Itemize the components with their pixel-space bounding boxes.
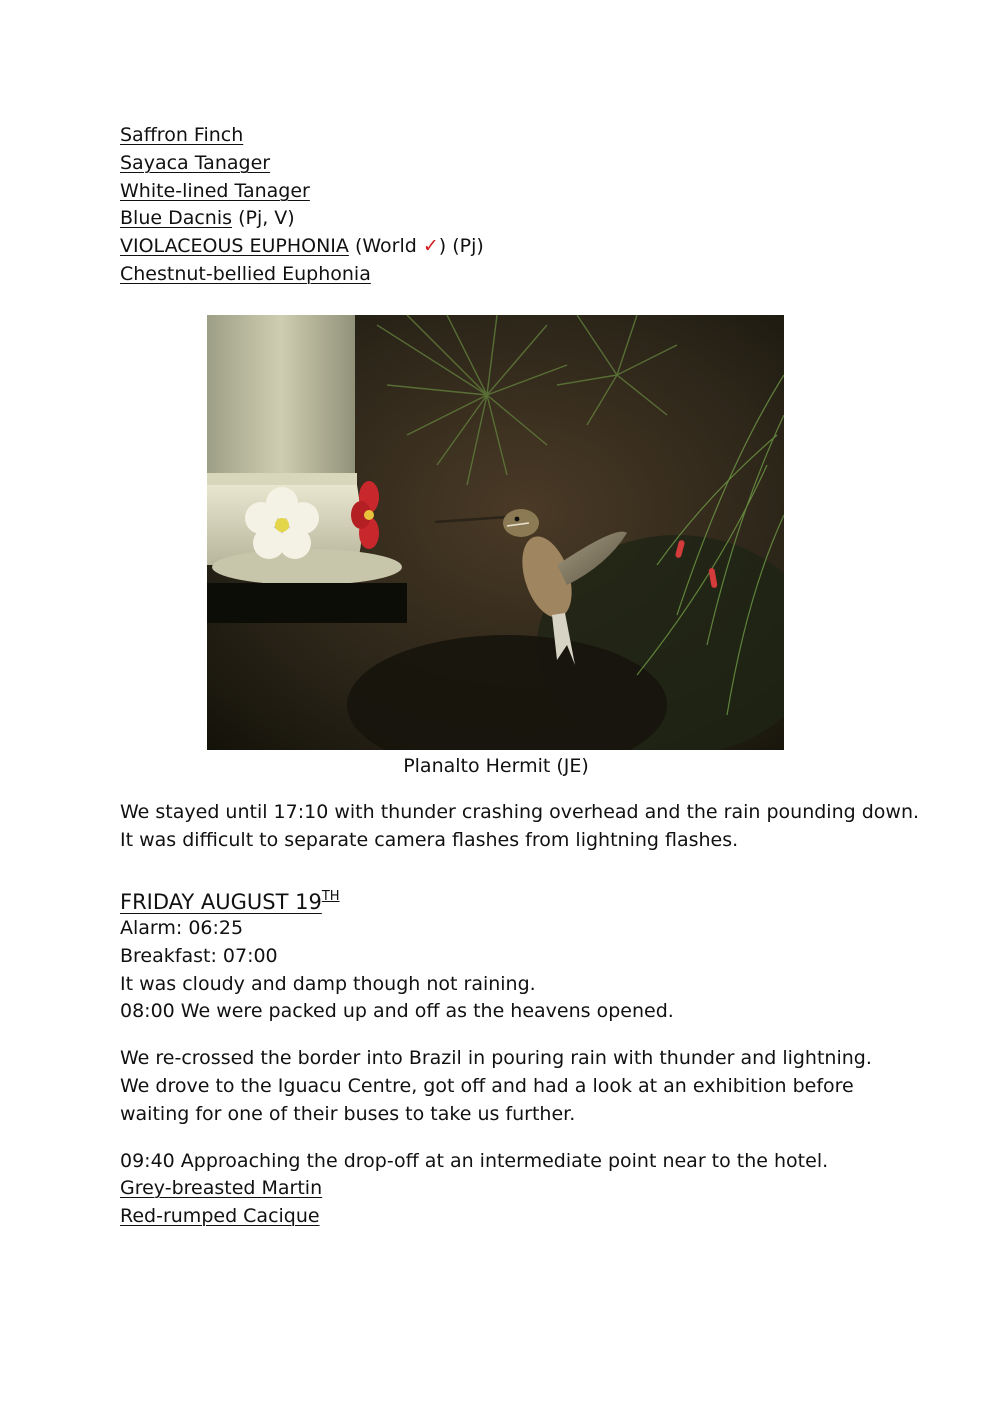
check-mark-icon: ✓ (422, 235, 439, 257)
day-heading (120, 882, 340, 917)
paragraph-line: It was difficult to separate camera flashes from lightning flashes. (120, 829, 739, 851)
paragraph-line: 09:40 Approaching the drop-off at an intermediate point near to the hotel. (120, 1150, 829, 1172)
day-heading-text: FRIDAY AUGUST 19 (120, 890, 322, 914)
schedule-line: Breakfast: 07:00 (120, 945, 278, 967)
species-name: White-lined Tanager (120, 180, 310, 202)
hummingbird-photo (207, 315, 784, 750)
species-name: Grey-breasted Martin (120, 1177, 323, 1199)
species-note: (World (348, 235, 423, 257)
species-item (120, 1174, 322, 1202)
species-item (120, 1202, 320, 1230)
species-name: Blue Dacnis (120, 207, 233, 229)
schedule-line: 08:00 We were packed up and off as the heavens opened. (120, 1000, 674, 1022)
species-item (120, 204, 295, 232)
day-heading-suffix: TH (321, 889, 340, 904)
species-item (120, 260, 371, 288)
paragraph-line: We drove to the Iguacu Centre, got off and had a look at an exhibition before (120, 1075, 854, 1097)
species-name: Chestnut-bellied Euphonia (120, 263, 371, 285)
species-name: Red-rumped Cacique (120, 1205, 320, 1227)
paragraph-line: We re-crossed the border into Brazil in pouring rain with thunder and lightning. (120, 1047, 872, 1069)
species-item (120, 149, 270, 177)
species-note: ) (Pj) (438, 235, 484, 257)
paragraph-line: waiting for one of their buses to take us further. (120, 1103, 576, 1125)
schedule-line: It was cloudy and damp though not raining. (120, 973, 536, 995)
species-name: Saffron Finch (120, 124, 244, 146)
species-item (120, 177, 310, 205)
species-item (120, 232, 484, 260)
species-note: (Pj, V) (232, 207, 295, 229)
paragraph-line: We stayed until 17:10 with thunder crashing overhead and the rain pounding down. (120, 801, 920, 823)
photo-caption: Planalto Hermit (JE) (403, 755, 589, 777)
species-item (120, 121, 243, 149)
species-name: Sayaca Tanager (120, 152, 271, 174)
species-name: VIOLACEOUS EUPHONIA (120, 235, 349, 257)
schedule-line: Alarm: 06:25 (120, 917, 244, 939)
